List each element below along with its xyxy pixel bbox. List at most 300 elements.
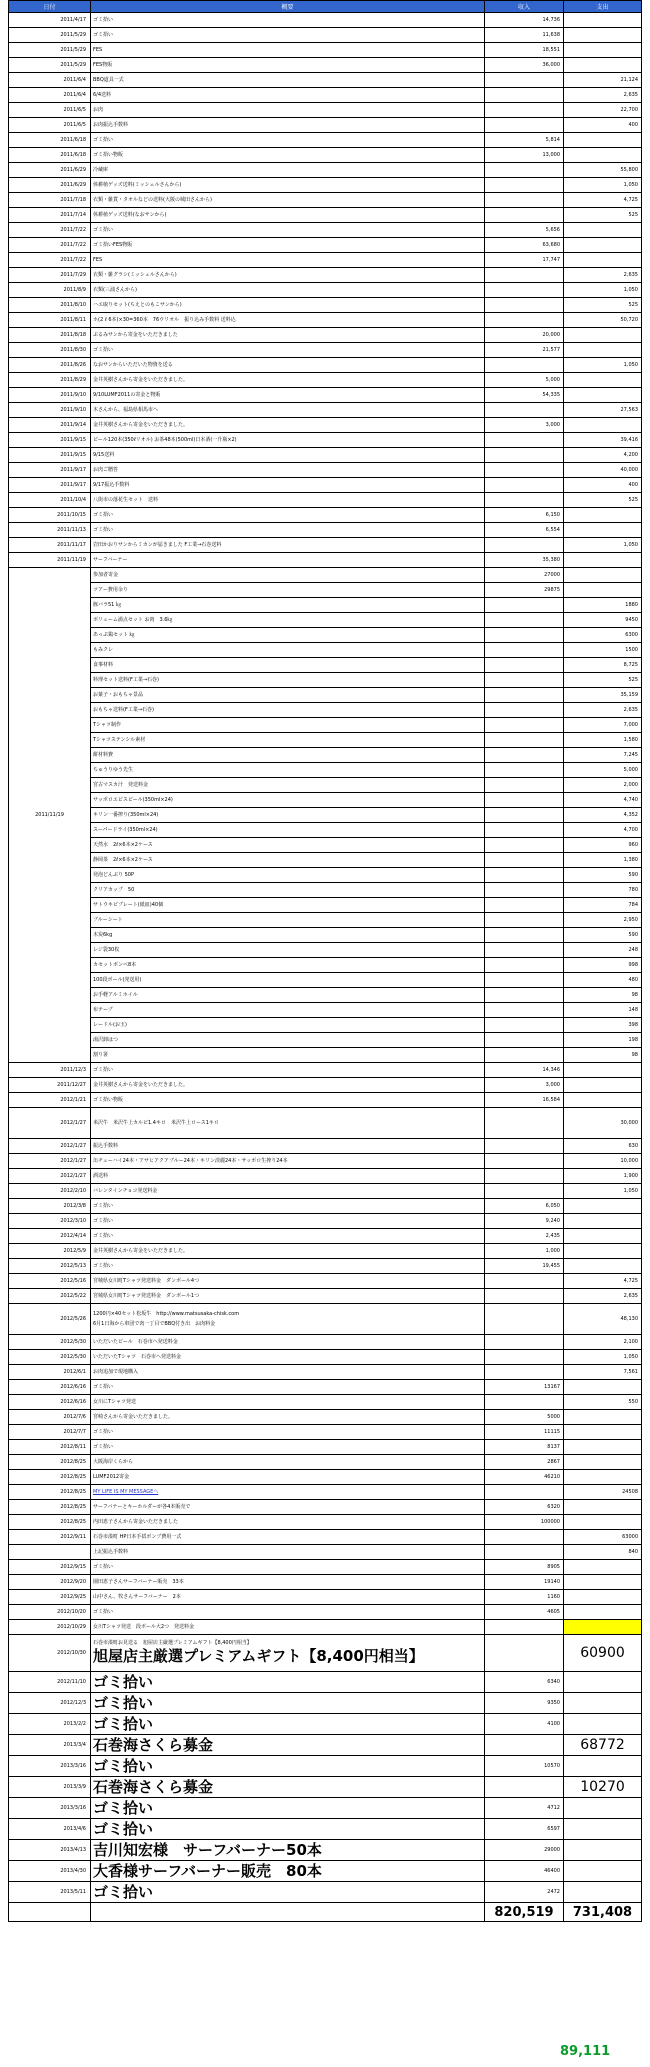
income-cell: 8905 bbox=[485, 1560, 564, 1575]
summary-cell: 料理セット送料(F工業→石巻) bbox=[91, 673, 485, 688]
date-cell: 2011/9/15 bbox=[9, 433, 91, 448]
table-row bbox=[9, 1861, 642, 1882]
date-cell: 2012/1/21 bbox=[9, 1093, 91, 1108]
table-row bbox=[9, 628, 642, 643]
income-cell bbox=[485, 88, 564, 103]
income-cell bbox=[485, 1635, 564, 1672]
income-cell bbox=[485, 628, 564, 643]
income-cell: 6597 bbox=[485, 1819, 564, 1840]
date-cell: 2012/5/26 bbox=[9, 1304, 91, 1335]
income-cell bbox=[485, 1735, 564, 1756]
shop-link[interactable]: http://www.matsusaka-chisk.com bbox=[156, 1310, 240, 1317]
income-cell bbox=[485, 463, 564, 478]
income-cell: 4100 bbox=[485, 1714, 564, 1735]
income-cell: 4712 bbox=[485, 1798, 564, 1819]
income-cell bbox=[485, 1485, 564, 1500]
expense-cell bbox=[564, 418, 642, 433]
date-cell: 2012/9/20 bbox=[9, 1575, 91, 1590]
summary-cell: ゴミ拾いFES物販 bbox=[91, 238, 485, 253]
income-cell: 6320 bbox=[485, 1500, 564, 1515]
expense-cell: 2,000 bbox=[564, 778, 642, 793]
date-cell: 2011/4/17 bbox=[9, 13, 91, 28]
income-cell: 6,150 bbox=[485, 508, 564, 523]
summary-cell: 衣類・雑貨・タオルなどの送料(大阪の城田さんから) bbox=[91, 193, 485, 208]
table-row bbox=[9, 1575, 642, 1590]
table-row bbox=[9, 658, 642, 673]
income-cell bbox=[485, 823, 564, 838]
income-cell: 13167 bbox=[485, 1380, 564, 1395]
summary-cell: キリン一番搾り(350ml×24) bbox=[91, 808, 485, 823]
date-cell: 2012/1/27 bbox=[9, 1154, 91, 1169]
summary-cell: 金井英樹さんから寄金をいただきました。 bbox=[91, 418, 485, 433]
totals-row bbox=[9, 1903, 642, 1922]
date-cell: 2012/7/6 bbox=[9, 1410, 91, 1425]
summary-cell: 女川Tシャツ発送 段ボール大2つ 発送料金 bbox=[91, 1620, 485, 1635]
income-cell bbox=[485, 538, 564, 553]
summary-cell: あっぷ鶏セット ㎏ bbox=[91, 628, 485, 643]
summary-cell: 缶チューハイ24本・アサヒアクアブルー24本・キリン淡麗24本・サッポロ生搾り24本 bbox=[91, 1154, 485, 1169]
summary-line-1: 1200円×40セット松坂牛 bbox=[93, 1310, 157, 1317]
summary-cell: 岩田かおりサンからミカンが届きました F工業→石巻送料 bbox=[91, 538, 485, 553]
income-cell: 63,680 bbox=[485, 238, 564, 253]
summary-cell: 内田恵子さんから寄金いただきました bbox=[91, 1515, 485, 1530]
income-cell: 5,814 bbox=[485, 133, 564, 148]
summary-cell: ゴミ拾い bbox=[91, 1798, 485, 1819]
income-cell bbox=[485, 403, 564, 418]
summary-cell: ゴミ拾い bbox=[91, 1063, 485, 1078]
summary-cell: 豚バラ51 ㎏ bbox=[91, 598, 485, 613]
summary-line-2: 旭屋店主厳選プレミアムギフト【8,400円相当】 bbox=[93, 1646, 424, 1665]
summary-cell: おもちゃ送料(F工業→石巻) bbox=[91, 703, 485, 718]
expense-cell bbox=[564, 238, 642, 253]
income-cell: 2867 bbox=[485, 1455, 564, 1470]
income-cell bbox=[485, 1350, 564, 1365]
table-row bbox=[9, 328, 642, 343]
date-cell: 2011/8/26 bbox=[9, 358, 91, 373]
expense-cell: 1,380 bbox=[564, 853, 642, 868]
table-row bbox=[9, 1515, 642, 1530]
date-cell: 2011/7/22 bbox=[9, 223, 91, 238]
expense-cell: 40,000 bbox=[564, 463, 642, 478]
date-cell: 2011/6/29 bbox=[9, 178, 91, 193]
date-cell: 2012/6/16 bbox=[9, 1395, 91, 1410]
table-row bbox=[9, 1184, 642, 1199]
table-row bbox=[9, 808, 642, 823]
income-cell bbox=[485, 793, 564, 808]
date-cell: 2011/5/29 bbox=[9, 43, 91, 58]
table-row bbox=[9, 1169, 642, 1184]
income-cell bbox=[485, 493, 564, 508]
income-cell bbox=[485, 958, 564, 973]
summary-cell: ゴミ拾い bbox=[91, 343, 485, 358]
date-cell: 2011/5/29 bbox=[9, 28, 91, 43]
income-cell: 13,000 bbox=[485, 148, 564, 163]
summary-cell: Tシャツステンシル素材 bbox=[91, 733, 485, 748]
expense-cell: 1,900 bbox=[564, 1169, 642, 1184]
expense-cell bbox=[564, 1575, 642, 1590]
table-row bbox=[9, 1244, 642, 1259]
income-cell bbox=[485, 73, 564, 88]
table-row bbox=[9, 403, 642, 418]
income-cell bbox=[485, 1395, 564, 1410]
income-cell: 21,577 bbox=[485, 343, 564, 358]
expense-cell: 550 bbox=[564, 1395, 642, 1410]
summary-cell: 宮崎さんから寄金いただきました。 bbox=[91, 1410, 485, 1425]
summary-cell: FES bbox=[91, 43, 485, 58]
expense-cell bbox=[564, 13, 642, 28]
table-row bbox=[9, 823, 642, 838]
ledger-body bbox=[9, 13, 642, 1922]
expense-cell: 400 bbox=[564, 118, 642, 133]
summary-cell: ゴミ拾い bbox=[91, 1214, 485, 1229]
header-income: 収入 bbox=[485, 1, 564, 13]
expense-cell bbox=[564, 523, 642, 538]
table-row bbox=[9, 1590, 642, 1605]
expense-cell bbox=[564, 1840, 642, 1861]
table-row bbox=[9, 463, 642, 478]
table-row bbox=[9, 1777, 642, 1798]
summary-cell: 食事材料 bbox=[91, 658, 485, 673]
summary-cell: 餅材料費 bbox=[91, 748, 485, 763]
summary-cell: 静岡茶 2ℓ×6本×2ケース bbox=[91, 853, 485, 868]
summary-cell: バレンタインチョコ発送料金 bbox=[91, 1184, 485, 1199]
table-row bbox=[9, 523, 642, 538]
expense-cell: 55,800 bbox=[564, 163, 642, 178]
date-cell: 2011/7/14 bbox=[9, 208, 91, 223]
date-cell: 2011/6/5 bbox=[9, 118, 91, 133]
table-row bbox=[9, 883, 642, 898]
income-cell: 10570 bbox=[485, 1756, 564, 1777]
expense-cell bbox=[564, 388, 642, 403]
summary-cell: なおサンからいただいた物資を送る bbox=[91, 358, 485, 373]
income-cell: 36,000 bbox=[485, 58, 564, 73]
date-cell: 2011/8/9 bbox=[9, 283, 91, 298]
expense-cell bbox=[564, 43, 642, 58]
table-row bbox=[9, 1735, 642, 1756]
table-row bbox=[9, 1672, 642, 1693]
table-row bbox=[9, 868, 642, 883]
summary-cell: 石巻海さくら募金 bbox=[91, 1777, 485, 1798]
header-date: 日付 bbox=[9, 1, 91, 13]
summary-cell: ゴミ拾い bbox=[91, 1882, 485, 1903]
table-row bbox=[9, 1033, 642, 1048]
table-row bbox=[9, 1048, 642, 1063]
table-row bbox=[9, 1259, 642, 1274]
expense-cell bbox=[564, 1882, 642, 1903]
expense-cell: 21,124 bbox=[564, 73, 642, 88]
expense-cell: 1880 bbox=[564, 598, 642, 613]
table-row bbox=[9, 1882, 642, 1903]
expense-cell: 480 bbox=[564, 973, 642, 988]
summary-cell: ゴミ拾い bbox=[91, 1229, 485, 1244]
expense-cell: 1,580 bbox=[564, 733, 642, 748]
table-row bbox=[9, 1395, 642, 1410]
date-cell: 2011/6/29 bbox=[9, 163, 91, 178]
income-cell bbox=[485, 943, 564, 958]
expense-cell: 1500 bbox=[564, 643, 642, 658]
table-row bbox=[9, 388, 642, 403]
summary-line-2: 6月1日海から車団で肉一丁目でBBQ付き出 お肉料金 bbox=[93, 1320, 216, 1327]
expense-cell bbox=[564, 223, 642, 238]
table-row bbox=[9, 718, 642, 733]
summary-line-1: 石巻市湊町お見送る 旭屋店主厳選プレミアムギフト【8,400円相当】 bbox=[93, 1639, 252, 1646]
table-row bbox=[9, 1380, 642, 1395]
date-cell: 2011/6/5 bbox=[9, 103, 91, 118]
balance-total: 89,111 bbox=[560, 2044, 611, 2059]
date-cell: 2011/6/18 bbox=[9, 133, 91, 148]
expense-cell bbox=[564, 1861, 642, 1882]
income-cell bbox=[485, 643, 564, 658]
summary-cell: お菓子・おもちゃ景品 bbox=[91, 688, 485, 703]
summary-cell: ゴミ拾い bbox=[91, 13, 485, 28]
income-cell: 2472 bbox=[485, 1882, 564, 1903]
summary-cell: ゴミ拾い bbox=[91, 223, 485, 238]
summary-cell bbox=[91, 1635, 485, 1672]
date-cell: 2012/9/15 bbox=[9, 1560, 91, 1575]
income-cell bbox=[485, 973, 564, 988]
date-cell: 2012/3/10 bbox=[9, 1214, 91, 1229]
expense-cell: 960 bbox=[564, 838, 642, 853]
expense-cell: 2,635 bbox=[564, 1289, 642, 1304]
income-cell: 9350 bbox=[485, 1693, 564, 1714]
summary-cell: カセットボンベ8本 bbox=[91, 958, 485, 973]
income-cell bbox=[485, 1545, 564, 1560]
income-cell: 29000 bbox=[485, 1840, 564, 1861]
date-cell: 2013/5/11 bbox=[9, 1882, 91, 1903]
table-row bbox=[9, 733, 642, 748]
table-row bbox=[9, 853, 642, 868]
table-row bbox=[9, 1335, 642, 1350]
expense-cell: 39,416 bbox=[564, 433, 642, 448]
income-cell bbox=[485, 193, 564, 208]
income-cell: 19140 bbox=[485, 1575, 564, 1590]
date-cell: 2011/9/10 bbox=[9, 388, 91, 403]
summary-cell: 天然水 2ℓ×6本×2ケース bbox=[91, 838, 485, 853]
expense-cell bbox=[564, 1410, 642, 1425]
income-cell bbox=[485, 928, 564, 943]
table-row bbox=[9, 1714, 642, 1735]
table-row bbox=[9, 1214, 642, 1229]
expense-cell bbox=[564, 58, 642, 73]
summary-cell: ゴミ拾い bbox=[91, 1259, 485, 1274]
totals-empty bbox=[9, 1903, 91, 1922]
income-cell: 5,000 bbox=[485, 373, 564, 388]
date-cell: 2012/2/10 bbox=[9, 1184, 91, 1199]
expense-cell: 4,740 bbox=[564, 793, 642, 808]
summary-cell: いただいたTシャツ 石巻市へ発送料金 bbox=[91, 1350, 485, 1365]
summary-cell: サッポロエビスビール(350ml×24) bbox=[91, 793, 485, 808]
expense-cell: 400 bbox=[564, 478, 642, 493]
summary-cell: 女川にTシャツ発送 bbox=[91, 1395, 485, 1410]
header-summary: 概要 bbox=[91, 1, 485, 13]
table-row bbox=[9, 1229, 642, 1244]
expense-cell bbox=[564, 1440, 642, 1455]
expense-cell: 590 bbox=[564, 868, 642, 883]
expense-cell: 98 bbox=[564, 1048, 642, 1063]
expense-cell: 24508 bbox=[564, 1485, 642, 1500]
income-cell: 46210 bbox=[485, 1470, 564, 1485]
summary-cell: 9/10LUMF2011の寄金と物販 bbox=[91, 388, 485, 403]
summary-cell: ゴミ拾い bbox=[91, 28, 485, 43]
income-cell: 8137 bbox=[485, 1440, 564, 1455]
table-row bbox=[9, 223, 642, 238]
table-row bbox=[9, 1530, 642, 1545]
table-row bbox=[9, 88, 642, 103]
income-cell: 6340 bbox=[485, 1672, 564, 1693]
expense-cell: 30,000 bbox=[564, 1108, 642, 1139]
date-cell: 2011/9/17 bbox=[9, 463, 91, 478]
date-cell: 2011/8/29 bbox=[9, 373, 91, 388]
expense-cell bbox=[564, 1063, 642, 1078]
summary-cell: LUMF2012寄金 bbox=[91, 1470, 485, 1485]
table-row bbox=[9, 553, 642, 568]
expense-cell: 1,050 bbox=[564, 538, 642, 553]
expense-cell: 2,100 bbox=[564, 1335, 642, 1350]
income-cell bbox=[485, 1289, 564, 1304]
income-cell bbox=[485, 1620, 564, 1635]
expense-cell: 9450 bbox=[564, 613, 642, 628]
table-row bbox=[9, 163, 642, 178]
income-cell bbox=[485, 673, 564, 688]
income-cell bbox=[485, 703, 564, 718]
expense-cell bbox=[564, 1199, 642, 1214]
date-cell: 2013/3/9 bbox=[9, 1777, 91, 1798]
table-row bbox=[9, 103, 642, 118]
date-cell: 2012/6/1 bbox=[9, 1365, 91, 1380]
date-cell: 2011/7/18 bbox=[9, 193, 91, 208]
expense-cell: 840 bbox=[564, 1545, 642, 1560]
income-cell: 18,551 bbox=[485, 43, 564, 58]
summary-cell: 衣類(三浦さんから) bbox=[91, 283, 485, 298]
income-cell bbox=[485, 1003, 564, 1018]
expense-cell: 525 bbox=[564, 673, 642, 688]
summary-cell: レジ袋30枚 bbox=[91, 943, 485, 958]
expense-cell: 68772 bbox=[564, 1735, 642, 1756]
summary-cell: 6/4送料 bbox=[91, 88, 485, 103]
expense-cell bbox=[564, 328, 642, 343]
date-cell: 2012/5/13 bbox=[9, 1259, 91, 1274]
expense-cell: 525 bbox=[564, 298, 642, 313]
table-row bbox=[9, 1274, 642, 1289]
income-cell bbox=[485, 1033, 564, 1048]
income-cell bbox=[485, 448, 564, 463]
summary-cell: ビール120本(350ℓリオル) お茶48本(500ml)日本酒(一升瓶×2) bbox=[91, 433, 485, 448]
summary-cell: 9/17振込手数料 bbox=[91, 478, 485, 493]
date-cell: 2011/5/29 bbox=[9, 58, 91, 73]
date-cell: 2011/8/18 bbox=[9, 328, 91, 343]
expense-cell: 50,720 bbox=[564, 313, 642, 328]
expense-cell: 4,200 bbox=[564, 448, 642, 463]
message-link[interactable]: MY LIFE IS MY MESSAGEへ bbox=[93, 1488, 159, 1495]
expense-cell: 22,700 bbox=[564, 103, 642, 118]
summary-cell bbox=[91, 1485, 485, 1500]
income-cell bbox=[485, 313, 564, 328]
expense-cell: 784 bbox=[564, 898, 642, 913]
summary-cell: 冷蔵庫 bbox=[91, 163, 485, 178]
summary-cell: ゴミ拾い bbox=[91, 508, 485, 523]
summary-cell: 湯沢卸はつ bbox=[91, 1033, 485, 1048]
expense-cell: 60900 bbox=[564, 1635, 642, 1672]
table-row bbox=[9, 613, 642, 628]
income-cell bbox=[485, 853, 564, 868]
income-cell bbox=[485, 748, 564, 763]
expense-cell: 4,700 bbox=[564, 823, 642, 838]
income-cell bbox=[485, 103, 564, 118]
summary-cell: ゴミ拾い bbox=[91, 1819, 485, 1840]
income-cell bbox=[485, 1530, 564, 1545]
table-row bbox=[9, 28, 642, 43]
expense-total: 731,408 bbox=[564, 1903, 642, 1922]
expense-cell bbox=[564, 1560, 642, 1575]
income-cell: 9,240 bbox=[485, 1214, 564, 1229]
date-cell: 2012/11/10 bbox=[9, 1672, 91, 1693]
date-cell: 2013/4/6 bbox=[9, 1819, 91, 1840]
table-row bbox=[9, 793, 642, 808]
table-row bbox=[9, 118, 642, 133]
summary-cell: 金井英樹さんから寄金をいただきました。 bbox=[91, 1244, 485, 1259]
summary-cell bbox=[91, 1304, 485, 1335]
income-cell bbox=[485, 298, 564, 313]
summary-cell: ゴミ拾い bbox=[91, 133, 485, 148]
summary-cell: 園田恵子さんサーフバーナー販売 33本 bbox=[91, 1575, 485, 1590]
table-row bbox=[9, 1365, 642, 1380]
table-row bbox=[9, 1003, 642, 1018]
date-cell: 2011/7/22 bbox=[9, 253, 91, 268]
table-row bbox=[9, 898, 642, 913]
income-cell bbox=[485, 613, 564, 628]
summary-cell: ゴミ拾い bbox=[91, 1605, 485, 1620]
summary-cell: 宮古マスカ汁 発送料金 bbox=[91, 778, 485, 793]
date-cell: 2011/8/10 bbox=[9, 298, 91, 313]
summary-cell: 酒送料 bbox=[91, 1169, 485, 1184]
date-cell: 2012/10/20 bbox=[9, 1605, 91, 1620]
date-cell: 2013/3/4 bbox=[9, 1735, 91, 1756]
expense-cell bbox=[564, 28, 642, 43]
expense-cell: 8,725 bbox=[564, 658, 642, 673]
expense-cell: 98 bbox=[564, 988, 642, 1003]
table-row bbox=[9, 268, 642, 283]
expense-cell bbox=[564, 1244, 642, 1259]
expense-cell bbox=[564, 1756, 642, 1777]
income-cell: 6,050 bbox=[485, 1199, 564, 1214]
expense-cell: 7,000 bbox=[564, 718, 642, 733]
ledger-table bbox=[8, 0, 642, 1922]
summary-cell: 宮城県女川町Tシャツ発送料金 ダンボール1つ bbox=[91, 1289, 485, 1304]
table-row bbox=[9, 343, 642, 358]
summary-cell: サトウキビプレート(紙皿)40個 bbox=[91, 898, 485, 913]
income-cell bbox=[485, 163, 564, 178]
date-cell: 2011/6/18 bbox=[9, 148, 91, 163]
table-row bbox=[9, 1289, 642, 1304]
income-cell bbox=[485, 778, 564, 793]
table-row bbox=[9, 973, 642, 988]
income-cell: 54,335 bbox=[485, 388, 564, 403]
expense-cell bbox=[564, 1470, 642, 1485]
table-row bbox=[9, 958, 642, 973]
table-row bbox=[9, 313, 642, 328]
summary-cell: 上記振込手数料 bbox=[91, 1545, 485, 1560]
summary-cell: いただいたビール 石巻市へ発送料金 bbox=[91, 1335, 485, 1350]
summary-cell: 木炭6kg bbox=[91, 928, 485, 943]
income-cell bbox=[485, 688, 564, 703]
date-cell: 2012/5/16 bbox=[9, 1274, 91, 1289]
summary-cell: 石巻市湊町 HP日本手拭ボンプ費用一式 bbox=[91, 1530, 485, 1545]
date-cell: 2011/6/4 bbox=[9, 73, 91, 88]
table-row bbox=[9, 688, 642, 703]
expense-cell: 248 bbox=[564, 943, 642, 958]
income-cell: 11115 bbox=[485, 1425, 564, 1440]
table-row bbox=[9, 298, 642, 313]
